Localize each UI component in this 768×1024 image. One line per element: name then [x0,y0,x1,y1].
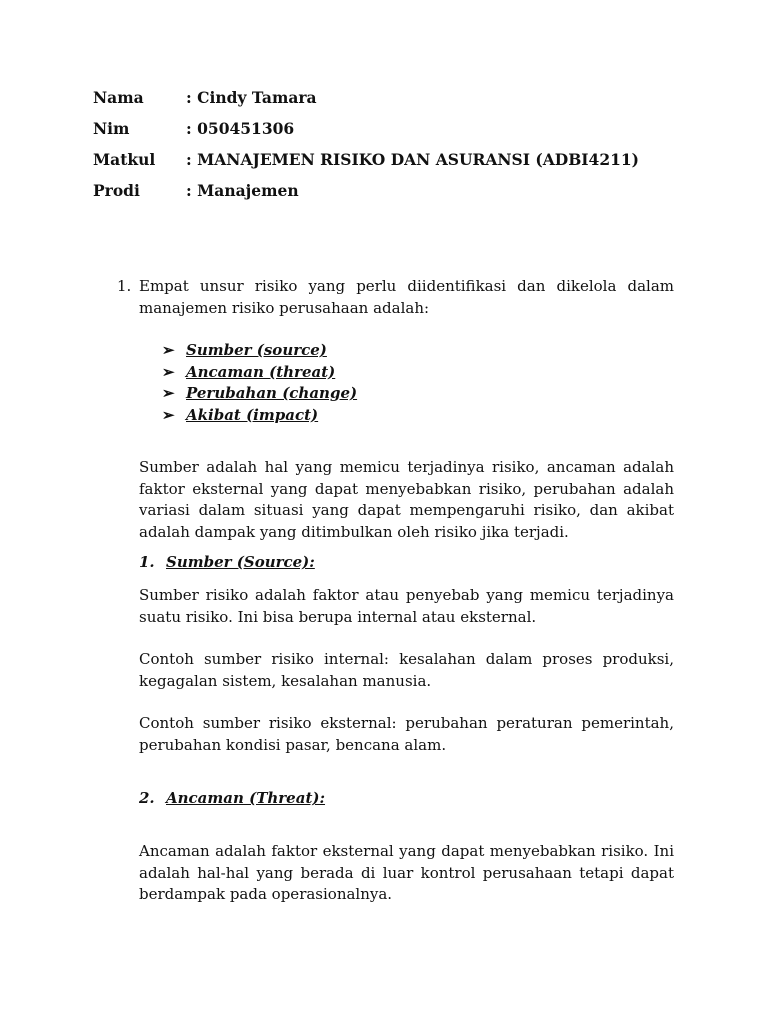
section-number: 1. [139,553,155,571]
section-title: Sumber (Source): [166,553,315,571]
sumber-paragraph-3: Contoh sumber risiko eksternal: perubahan peraturan pemerintah, perubahan kondisi pasar, bencana alam. [139,714,674,754]
arrow-bullet-icon: ➢ [162,405,175,424]
arrow-bullet-icon: ➢ [162,384,175,402]
section-title: Ancaman (Threat): [166,789,326,807]
list-item [162,383,357,405]
arrow-bullet-icon: ➢ [162,362,175,381]
sumber-paragraph-2: Contoh sumber risiko internal: kesalahan dalam proses produksi, kegagalan sistem, kesalahan manusia. [139,650,674,690]
list-item [162,405,357,427]
info-value: : MANAJEMEN RISIKO DAN ASURANSI (ADBI4211) [186,150,640,169]
info-row-matkul [93,150,639,169]
info-value: : 050451306 [186,119,295,138]
ancaman-paragraph-1: Ancaman adalah faktor eksternal yang dapat menyebabkan risiko. Ini adalah hal-hal yang berada di luar kontrol perusahaan tetapi dapat berdampak pada operasionalnya. [139,842,674,903]
bullet-text: Ancaman (threat) [186,362,336,381]
question-number: 1. [117,277,132,295]
info-value: : Manajemen [186,181,299,200]
bullet-text: Sumber (source) [186,341,327,359]
info-row-nim [93,119,294,138]
arrow-bullet-icon: ➢ [162,341,175,359]
info-row-nama [93,88,317,107]
info-label: Nim [93,119,130,138]
list-item [162,340,357,362]
info-row-prodi [93,181,299,200]
section-heading-sumber [139,553,315,571]
info-value: : Cindy Tamara [186,88,317,107]
bullet-text: Perubahan (change) [186,384,358,402]
section-heading-ancaman [139,789,325,807]
risk-elements-list [162,340,357,426]
summary-paragraph: Sumber adalah hal yang memicu terjadinya risiko, ancaman adalah faktor eksternal yang dapat menyebabkan risiko, perubahan adalah variasi dalam situasi yang dapat mempengaruhi risiko, dan akibat adalah dampak yang ditimbulkan oleh risiko jika terjadi. [139,458,674,541]
info-label: Matkul [93,150,156,169]
list-item [162,362,357,384]
section-number: 2. [139,789,155,807]
sumber-paragraph-1: Sumber risiko adalah faktor atau penyebab yang memicu terjadinya suatu risiko. Ini bisa berupa internal atau eksternal. [139,586,674,626]
info-label: Prodi [93,181,140,200]
bullet-text: Akibat (impact) [186,405,319,424]
question-intro: Empat unsur risiko yang perlu diidentifikasi dan dikelola dalam manajemen risiko perusahaan adalah: [139,277,674,317]
info-label: Nama [93,88,144,107]
